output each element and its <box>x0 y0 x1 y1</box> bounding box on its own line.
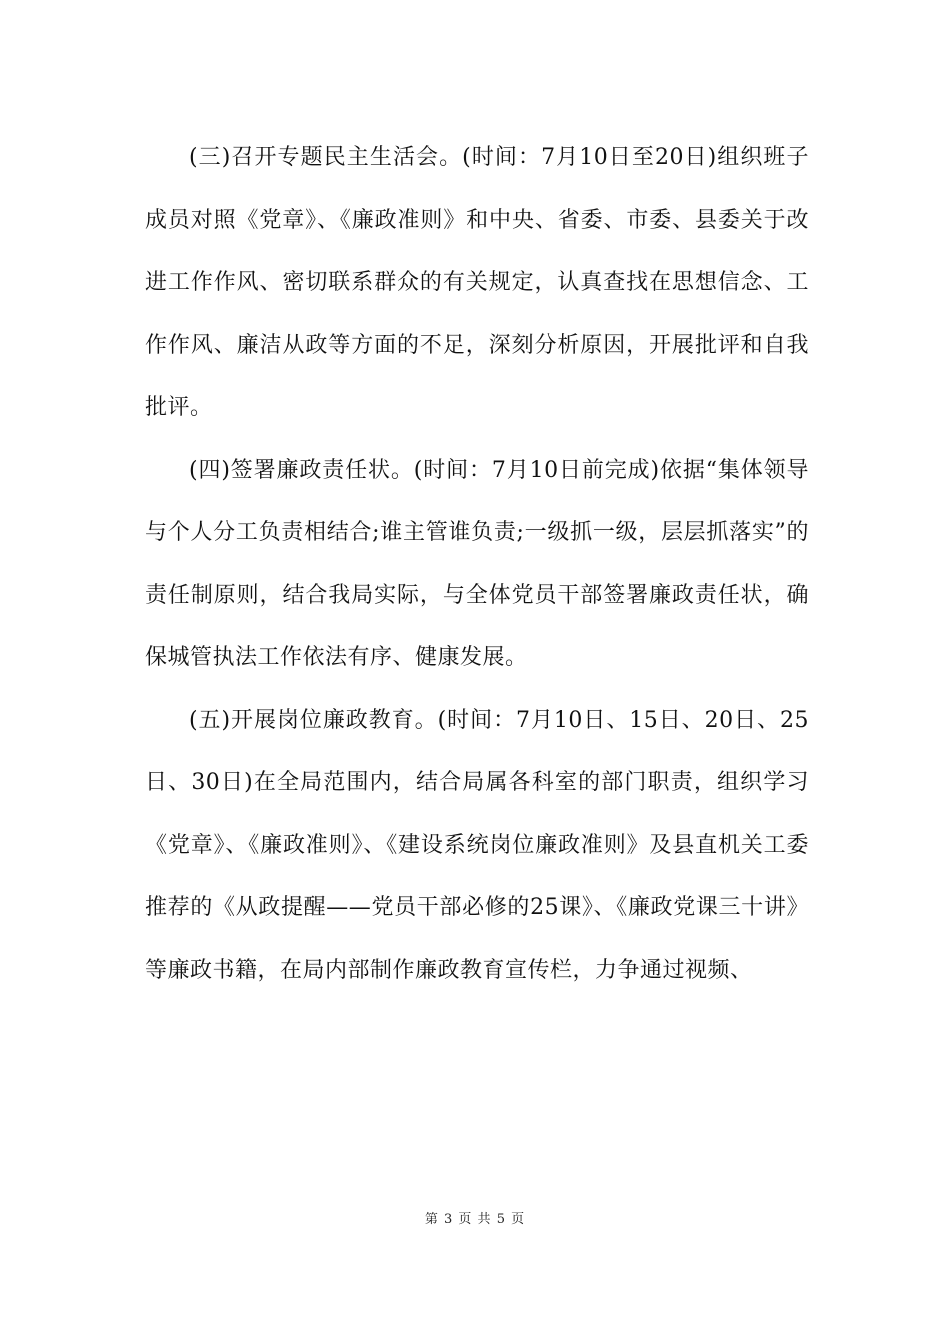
document-body <box>145 127 809 1002</box>
page-number: 第 3 页 共 5 页 <box>424 1212 526 1227</box>
paragraph-3: (三)召开专题民主生活会。(时间：7月10日至20日)组织班子成员对照《党章》、《廉政准则》和中央、省委、市委、县委关于改进工作作风、密切联系群众的有关规定，认真查找在思想信念、工作作风、廉洁从政等方面的不足，深刻分析原因，开展批评和自我批评。 <box>145 145 809 420</box>
paragraph-5: (五)开展岗位廉政教育。(时间：7月10日、15日、20日、25日、30日)在全局范围内，结合局属各科室的部门职责，组织学习《党章》、《廉政准则》、《建设系统岗位廉政准则》及县直机关工委推荐的《从政提醒——党员干部必修的25课》、《廉政党课三十讲》等廉政书籍，在局内部制作廉政教育宣传栏，力争通过视频、 <box>145 707 809 983</box>
paragraph-4: (四)签署廉政责任状。(时间：7月10日前完成)依据“集体领导与个人分工负责相结合;谁主管谁负责;一级抓一级，层层抓落实”的责任制原则，结合我局实际，与全体党员干部签署廉政责任状，确保城管执法工作依法有序、健康发展。 <box>145 457 809 670</box>
page-footer <box>0 1208 950 1227</box>
